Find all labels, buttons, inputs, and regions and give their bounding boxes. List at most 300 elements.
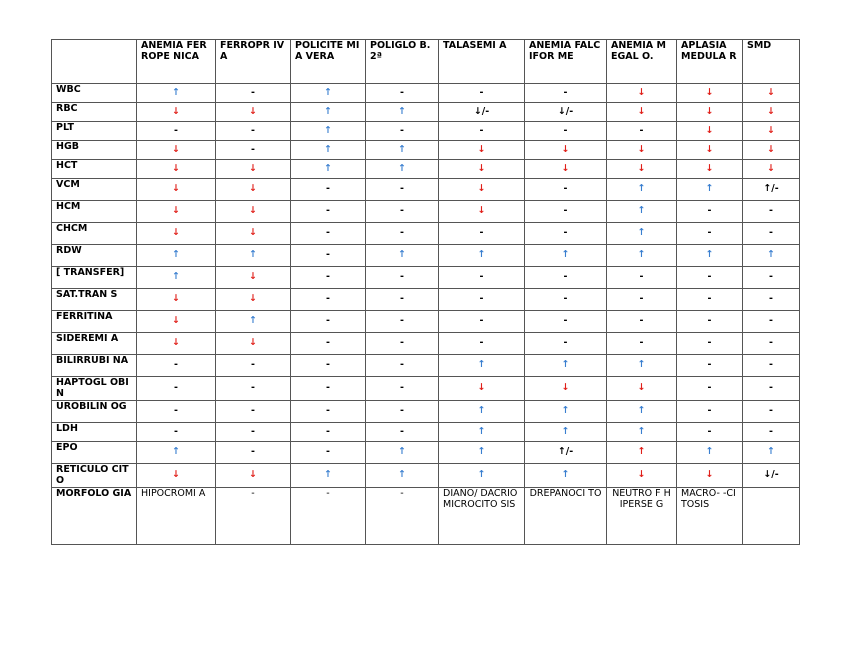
table-cell [743,141,800,160]
arrow-down-icon: ↓ [172,337,180,349]
dash-indicator: - [174,124,178,136]
table-cell [439,311,525,333]
dash-indicator: - [400,293,404,305]
table-cell [137,311,216,333]
table-cell [291,464,366,488]
dash-indicator: - [769,315,773,327]
dash-indicator: - [326,205,330,217]
table-cell [607,401,677,423]
table-cell [607,333,677,355]
table-cell [216,464,291,488]
arrow-up-icon: ↑ [398,162,406,174]
row-label: HAPTOGL OBIN [52,377,137,401]
arrow-up-icon: ↑ [477,249,486,261]
arrow-down-icon: ↓ [477,143,486,155]
table-cell [366,245,439,267]
table-row [52,333,800,355]
table-cell [525,333,607,355]
table-cell [743,377,800,401]
arrow-up-icon: ↑ [324,469,332,481]
table-cell [291,267,366,289]
table-cell [743,267,800,289]
dash-indicator: - [769,337,773,349]
arrow-down-icon: ↓ [172,205,180,217]
table-row [52,160,800,179]
dash-indicator: - [174,382,178,394]
arrow-down-icon: ↓ [172,315,180,327]
dash-indicator: - [769,425,773,437]
morfologia-cell: DREPANOCI TO [525,488,607,545]
table-cell [216,160,291,179]
table-cell [677,333,743,355]
table-cell [439,179,525,201]
table-cell [216,289,291,311]
table-cell [743,84,800,103]
table-cell [291,355,366,377]
table-cell [137,423,216,442]
arrow-down-icon: ↓ [767,143,775,155]
table-cell [743,333,800,355]
arrow-up-icon: ↑ [561,249,570,261]
arrow-up-icon: ↑ [398,249,406,261]
table-cell [677,311,743,333]
column-header: APLASIA MEDULA R [677,40,743,84]
table-cell [525,464,607,488]
arrow-up-icon: ↑ [172,249,180,261]
table-row [52,377,800,401]
table-cell [216,141,291,160]
arrow-up-icon: ↑ [477,359,486,371]
table-cell [366,179,439,201]
dash-indicator: - [326,359,330,371]
table-cell [366,442,439,464]
table-cell [743,311,800,333]
table-cell [743,355,800,377]
dash-indicator: - [479,227,484,239]
dash-indicator: - [400,337,404,349]
table-cell [743,160,800,179]
arrow-up-icon: ↑ [324,143,332,155]
table-cell [607,122,677,141]
table-cell [677,179,743,201]
dash-indicator: - [707,382,712,394]
table-cell [677,103,743,122]
dash-indicator: - [174,359,178,371]
table-cell [677,377,743,401]
arrow-down-icon: ↓ [637,469,646,481]
table-row [52,289,800,311]
arrow-up-icon: ↑ [705,446,714,458]
table-cell [743,442,800,464]
table-cell [677,355,743,377]
table-cell [366,141,439,160]
table-cell [607,201,677,223]
row-label: PLT [52,122,137,141]
table-cell [525,311,607,333]
dash-indicator: - [479,124,484,136]
table-cell [216,223,291,245]
arrow-up-icon: ↑ [561,405,570,417]
arrow-down-icon: ↓ [637,105,646,117]
arrow-up-icon: ↑ [324,124,332,136]
table-cell [137,245,216,267]
dash-indicator: - [479,86,484,98]
arrow-down-icon: ↓ [172,105,180,117]
table-cell [216,201,291,223]
table-row [52,179,800,201]
table-cell [216,103,291,122]
table-cell [607,289,677,311]
table-cell [291,141,366,160]
table-row [52,423,800,442]
table-cell [291,103,366,122]
dash-indicator: - [639,293,644,305]
table-row [52,464,800,488]
arrow-up-icon: ↑ [767,249,775,261]
table-cell [216,423,291,442]
dash-indicator: - [639,315,644,327]
morfologia-cell [743,488,800,545]
table-cell [607,245,677,267]
arrow-down-icon: ↓ [249,105,257,117]
arrow-down-icon: ↓ [767,124,775,136]
dash-indicator: - [563,86,568,98]
table-cell [525,355,607,377]
arrow-up-icon: ↑ [637,405,646,417]
table-cell [366,267,439,289]
morfologia-cell: HIPOCROMI A [137,488,216,545]
table-cell [137,442,216,464]
table-body [52,84,800,545]
table-cell [525,160,607,179]
dash-indicator: - [326,249,330,261]
dash-indicator: - [769,205,773,217]
dash-indicator: - [251,359,255,371]
dash-indicator: - [707,227,712,239]
table-row [52,311,800,333]
table-cell [525,223,607,245]
table-cell [291,289,366,311]
table-cell [137,160,216,179]
table-cell [216,377,291,401]
table-cell [743,122,800,141]
table-cell [216,122,291,141]
table-cell [743,401,800,423]
table-cell [607,464,677,488]
morfologia-cell: DIANO/ DACRIO MICROCITO SIS [439,488,525,545]
arrow-down-icon: ↓ [561,162,570,174]
column-header: POLICITE MIA VERA [291,40,366,84]
dash-indicator: - [479,271,484,283]
arrow-down-icon: ↓ [477,162,486,174]
table-cell [439,423,525,442]
dash-indicator: - [326,337,330,349]
dash-indicator: - [326,425,330,437]
dash-indicator: - [707,337,712,349]
morfologia-cell: - [291,488,366,545]
table-cell [366,103,439,122]
row-label: RBC [52,103,137,122]
table-cell [607,423,677,442]
arrow-up-icon: ↑ [477,425,486,437]
dash-indicator: - [563,293,568,305]
table-cell [366,423,439,442]
row-label: UROBILIN OG [52,401,137,423]
dash-indicator: - [326,227,330,239]
table-cell [607,355,677,377]
arrow-down-icon: ↓ [249,183,257,195]
arrow-down-icon: ↓ [637,143,646,155]
table-cell [439,377,525,401]
arrow-up-icon: ↑ [249,249,257,261]
arrow-down-icon: ↓ [705,162,714,174]
dash-indicator: - [400,382,404,394]
dash-indicator: - [400,124,404,136]
dash-indicator: - [326,315,330,327]
arrow-up-icon: ↑ [767,446,775,458]
table-cell [137,223,216,245]
dash-indicator: - [326,293,330,305]
table-cell [607,179,677,201]
table-cell [677,245,743,267]
dash-indicator: - [707,205,712,217]
arrow-up-icon: ↑ [705,249,714,261]
arrow-up-icon: ↑ [561,469,570,481]
table-cell [291,160,366,179]
table-cell [366,122,439,141]
table-cell [677,84,743,103]
dash-indicator: - [400,405,404,417]
arrow-up-icon: ↑ [477,446,486,458]
table-cell [291,442,366,464]
table-cell [439,160,525,179]
table-cell [366,401,439,423]
column-header: ANEMIA MEGAL O. [607,40,677,84]
table-cell [525,84,607,103]
table-cell [439,442,525,464]
dash-indicator: - [639,124,644,136]
dash-indicator: - [707,359,712,371]
table-cell [525,141,607,160]
table-cell [677,464,743,488]
arrow-down-icon: ↓/- [557,105,574,117]
dash-indicator: - [251,425,255,437]
table-cell [216,311,291,333]
arrow-down-icon: ↓ [172,143,180,155]
table-cell [439,464,525,488]
arrow-down-icon: ↓ [705,469,714,481]
arrow-down-icon: ↓ [705,86,714,98]
table-cell [525,179,607,201]
table-cell [743,464,800,488]
table-cell [137,355,216,377]
arrow-down-icon: ↓ [172,469,180,481]
arrow-up-icon: ↑ [561,425,570,437]
table-cell [677,223,743,245]
table-cell [677,201,743,223]
table-cell [291,401,366,423]
arrow-down-icon: ↓ [705,124,714,136]
dash-indicator: - [400,315,404,327]
dash-indicator: - [400,227,404,239]
table-cell [439,223,525,245]
arrow-up-icon: ↑ [637,205,646,217]
table-row [52,103,800,122]
arrow-down-icon: ↓ [637,162,646,174]
row-label: HCT [52,160,137,179]
row-label: BILIRRUBI NA [52,355,137,377]
table-cell [291,179,366,201]
table-cell [743,223,800,245]
dash-indicator: - [326,183,330,195]
table-cell [216,179,291,201]
arrow-up-icon: ↑ [398,105,406,117]
table-row [52,355,800,377]
table-cell [216,401,291,423]
dash-indicator: - [251,446,255,458]
table-cell [439,267,525,289]
table-cell [743,423,800,442]
table-row [52,122,800,141]
table-cell [677,122,743,141]
table-cell [291,122,366,141]
arrow-down-icon: ↓ [249,205,257,217]
morfologia-cell: MACRO- -CITOSIS [677,488,743,545]
table-cell [439,141,525,160]
table-cell [607,223,677,245]
row-label: [ TRANSFER] [52,267,137,289]
table-cell [216,442,291,464]
row-label: CHCM [52,223,137,245]
dash-indicator: - [251,405,255,417]
arrow-up-icon: ↑ [637,359,646,371]
arrow-down-icon: ↓ [249,162,257,174]
dash-indicator: - [326,405,330,417]
table-cell [137,103,216,122]
arrow-up-icon: ↑ [477,405,486,417]
table-cell [137,122,216,141]
arrow-up-icon: ↑ [705,183,714,195]
table-row [52,201,800,223]
dash-indicator: - [326,271,330,283]
table-row [52,442,800,464]
dash-indicator: - [707,271,712,283]
table-cell [137,84,216,103]
arrow-down-icon: ↓ [705,105,714,117]
row-label: SIDEREMI A [52,333,137,355]
dash-indicator: - [639,271,644,283]
table-cell [677,423,743,442]
table-cell [366,464,439,488]
dash-indicator: - [769,382,773,394]
table-cell [439,245,525,267]
column-header: FERROPR IVA [216,40,291,84]
table-cell [439,103,525,122]
table-cell [291,333,366,355]
row-label: FERRITINA [52,311,137,333]
table-cell [677,401,743,423]
dash-indicator: - [479,315,484,327]
dash-indicator: - [563,337,568,349]
table-cell [366,377,439,401]
table-row [52,223,800,245]
dash-indicator: - [769,293,773,305]
column-header: TALASEMI A [439,40,525,84]
arrow-down-icon: ↓ [561,382,570,394]
table-cell [607,442,677,464]
column-header: POLIGLO B.2ª [366,40,439,84]
arrow-up-icon: ↑/- [763,183,779,195]
arrow-down-icon: ↓ [172,183,180,195]
table-cell [677,160,743,179]
dash-indicator: - [563,271,568,283]
table-cell [439,333,525,355]
table-cell [525,267,607,289]
table-cell [525,377,607,401]
table-cell [291,311,366,333]
dash-indicator: - [400,86,404,98]
row-label: EPO [52,442,137,464]
arrow-up-icon: ↑ [398,446,406,458]
table-row [52,401,800,423]
table-cell [291,423,366,442]
column-header: ANEMIA FERROPE NICA [137,40,216,84]
arrow-down-icon: ↓ [767,105,775,117]
table-cell [525,289,607,311]
table-cell [137,289,216,311]
table-cell [607,141,677,160]
dash-indicator: - [563,315,568,327]
arrow-down-icon: ↓ [561,143,570,155]
header-row [52,40,800,84]
table-cell [439,122,525,141]
table-cell [525,423,607,442]
table-cell [439,355,525,377]
arrow-down-icon: ↓ [249,293,257,305]
dash-indicator: - [174,425,178,437]
table-cell [216,267,291,289]
table-cell [743,103,800,122]
table-cell [291,84,366,103]
dash-indicator: - [563,227,568,239]
table-cell [743,245,800,267]
arrow-up-icon: ↑ [172,271,180,283]
row-label: HGB [52,141,137,160]
arrow-down-icon: ↓ [477,183,486,195]
arrow-up-icon: ↑ [398,469,406,481]
dash-indicator: - [479,293,484,305]
arrow-down-icon: ↓ [477,382,486,394]
table-cell [439,289,525,311]
arrow-up-icon: ↑ [324,162,332,174]
dash-indicator: - [251,143,255,155]
table-cell [291,245,366,267]
header-corner-cell [52,40,137,84]
arrow-up-icon: ↑/- [557,446,574,458]
dash-indicator: - [563,183,568,195]
arrow-up-icon: ↑ [637,446,646,458]
table-cell [366,84,439,103]
dash-indicator: - [707,315,712,327]
arrow-down-icon: ↓ [477,205,486,217]
table-cell [607,84,677,103]
table-cell [525,103,607,122]
arrow-down-icon: ↓ [249,469,257,481]
dash-indicator: - [479,337,484,349]
arrow-down-icon: ↓ [172,162,180,174]
dash-indicator: - [769,271,773,283]
table-cell [743,179,800,201]
